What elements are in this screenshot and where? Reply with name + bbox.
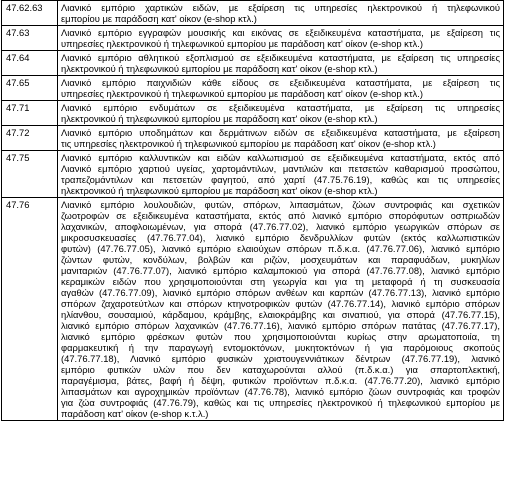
activity-code: 47.72: [2, 126, 58, 151]
activity-description: [58, 198, 504, 421]
activity-description: [58, 101, 504, 126]
description-line: λιανικό εμπόριο σπόρων λαχανικών (47.76.77.16), λιανικό εμπόριο σπόρων πατάτας (47.76.77.17),: [61, 320, 500, 331]
table-row: [2, 151, 504, 198]
activity-code: 47.71: [2, 101, 58, 126]
description-line: Λιανικό εμπόριο εγγραφών μουσικής και εικόνας σε εξειδικευμένα καταστήματα, με εξαίρεση τις: [61, 27, 500, 38]
description-line: ηλίανθου, σουσαμιού, κάρδαμου, κράμβης, ελαιοκράμβης και σιναπιού, για σπορά (47.76.77.15),: [61, 309, 500, 320]
description-line: παράδοση κατ' οίκον (e-shop κ.τ.λ.): [61, 408, 209, 419]
table-row: [2, 1, 504, 26]
description-line: τραπεζομάντιλων και πετσετών φαγητού, από χαρτί (47.75.76.19), καθώς και τις υπηρεσίες: [61, 174, 500, 185]
description-line: Λιανικό εμπόριο αθλητικού εξοπλισμού σε εξειδικευμένα καταστήματα, με εξαίρεση τις υπηρεσίες: [61, 52, 500, 63]
description-line: ηλεκτρονικού ή τηλεφωνικού εμπορίου με παράδοση κατ' οίκον (e-shop κτλ.): [61, 113, 378, 124]
description-line: Λιανικό εμπόριο λουλουδιών, φυτών, σπόρων, λιπασμάτων, ζώων συντροφιάς και σχετικών: [61, 199, 500, 210]
description-line: μανιταριών (47.76.77.07), λιανικό εμπόριο καλαμποκιού για σπορά (47.76.77.08), λιανικό εμπόριο: [61, 265, 500, 276]
table-body: [2, 1, 504, 421]
activity-description: [58, 1, 504, 26]
description-line: μικροσυσκευασίες (47.76.77.04), λιανικό εμπόριο δενδρυλλίων φυτών (εκτός καλλωπιστικών: [61, 232, 500, 243]
activity-description: [58, 151, 504, 198]
description-line: ζώντων φυτών, κονδύλων, βολβών και ριζών, μοσχευμάτων και παραφυάδων, μυκηλίων: [61, 254, 500, 265]
description-line: Λιανικό εμπόριο χαρτιού υγείας, χαρτομάντιλων, μαντιλιών και πετσετών καθαρισμού προσώπου,: [61, 163, 500, 174]
description-line: ηλεκτρονικού ή τηλεφωνικού εμπορίου με παράδοση κατ' οίκον (e-shop κτλ.): [61, 185, 378, 196]
table-row: [2, 26, 504, 51]
activity-code: 47.63: [2, 26, 58, 51]
table-row: [2, 126, 504, 151]
description-line: ηλεκτρονικού ή τηλεφωνικού εμπορίου με παράδοση κατ' οίκον (e-shop κτλ.): [61, 63, 378, 74]
description-line: τις υπηρεσίες ηλεκτρονικού ή τηλεφωνικού εμπορίου με παράδοση κατ' οίκον (e-shop κτλ.): [61, 138, 436, 149]
activity-description: [58, 76, 504, 101]
description-line: υπηρεσίες ηλεκτρονικού ή τηλεφωνικού εμπορίου με παράδοση κατ' οίκον (e-shop κτλ.): [61, 38, 423, 49]
description-line: υπηρεσίες ηλεκτρονικού ή τηλεφωνικού εμπορίου με παράδοση κατ' οίκον (e-shop κτλ.): [61, 88, 423, 99]
description-line: εμπορίου με παράδοση κατ' οίκον (e-shop κτλ.): [61, 13, 257, 24]
table-row: [2, 76, 504, 101]
description-line: Λιανικό εμπόριο υποδημάτων και δερμάτινων ειδών σε εξειδικευμένα καταστήματα, με εξαίρεση: [61, 127, 500, 138]
table-row: [2, 101, 504, 126]
description-line: κεραμικών ειδών που χρησιμοποιούνται στη γεωργία και για τη μεταφορά ή τη συσκευασία: [61, 276, 500, 287]
description-line: Λιανικό εμπόριο χαρτικών ειδών, με εξαίρεση τις υπηρεσίες ηλεκτρονικού ή τηλεφωνικού: [61, 2, 500, 13]
description-line: Λιανικό εμπόριο ενδυμάτων σε εξειδικευμένα καταστήματα, με εξαίρεση τις υπηρεσίες: [61, 102, 500, 113]
description-line: λαχανικών, αποφλοιωμένων, για σπορά (47.76.77.02), λιανικό εμπόριο γεωργικών σπόρων σε: [61, 221, 500, 232]
activity-code: 47.76: [2, 198, 58, 421]
description-line: (47.76.77.18), Λιανικό εμπόριο φυσικών χριστουγεννιάτικων δέντρων (47.76.77.19), λιανικό: [61, 353, 500, 364]
description-line: φαρμακευτική ή την παραγωγή εντομοκτόνων, μυκητοκτόνων ή για παρόμοιους σκοπούς: [61, 342, 500, 353]
activity-description: [58, 26, 504, 51]
activity-code: 47.62.63: [2, 1, 58, 26]
description-line: εμπόριο φυτικών υλών που δεν καταχωρούνται αλλού (π.δ.κ.α.) για σπαρτοπλεκτική,: [61, 364, 500, 375]
description-line: λιανικό εμπόριο φρέσκων φυτών που χρησιμοποιούνται κυρίως στην αρωματοποιία, τη: [61, 331, 500, 342]
activity-code: 47.75: [2, 151, 58, 198]
table-row: [2, 51, 504, 76]
description-line: Λιανικό εμπόριο παιχνιδιών κάθε είδους σε εξειδικευμένα καταστήματα, με εξαίρεση τις: [61, 77, 500, 88]
description-line: Λιανικό εμπόριο καλλυντικών και ειδών καλλωπισμού σε εξειδικευμένα καταστήματα, εκτός από: [61, 152, 500, 163]
activity-description: [58, 51, 504, 76]
description-line: σπόρων ζαχαροτεύτλων και σπόρων κτηνοτροφικών φυτών (47.76.77.14), λιανικό εμπόριο σπόρων: [61, 298, 500, 309]
description-line: αγαθών (47.76.77.09), λιανικό εμπόριο σπόρων ανθέων και καρπών (47.76.77.13), λιανικό εμπόριο: [61, 287, 500, 298]
description-line: παραγέμισμα, βάτες, βαφή ή δέψη, φυτικών προϊόντων π.δ.κ.α. (47.76.77.20), λιανικό εμπόριο: [61, 375, 500, 386]
description-line: για ζώα συντροφιάς (47.76.79), καθώς και τις υπηρεσίες ηλεκτρονικού ή τηλεφωνικού εμπορίου με: [61, 397, 500, 408]
activity-code: 47.65: [2, 76, 58, 101]
description-line: ζωοτροφών σε εξειδικευμένα καταστήματα, εκτός από λιανικό εμπόριο σπορόφυτων οσπριωδών: [61, 210, 500, 221]
activity-code: 47.64: [2, 51, 58, 76]
description-line: λιπασμάτων και αγροχημικών προϊόντων (47.76.78), λιανικό εμπόριο ζώων συντροφιάς και τροφών: [61, 386, 500, 397]
activity-description: [58, 126, 504, 151]
activity-codes-table: [1, 0, 504, 421]
table-row: [2, 198, 504, 421]
description-line: φυτών) (47.76.77.05), λιανικό εμπόριο ελαιούχων σπόρων π.δ.κ.α. (47.76.77.06), λιανικό εμπόριο: [61, 243, 500, 254]
